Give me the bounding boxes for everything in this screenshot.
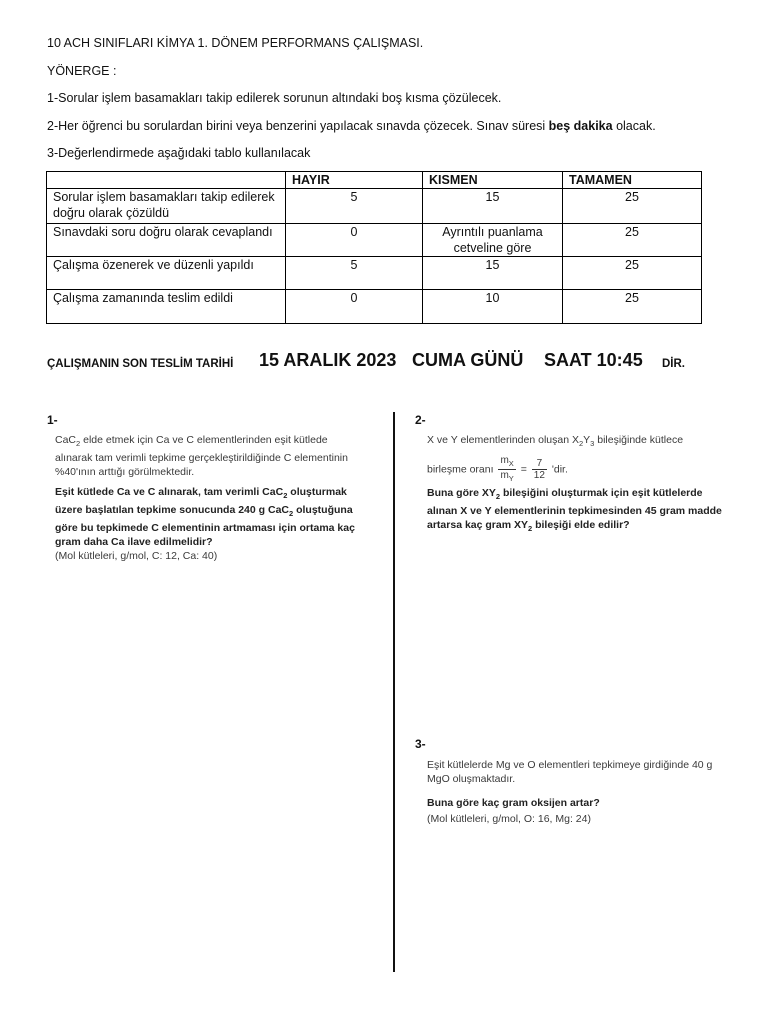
instruction-2-duration: beş dakika xyxy=(548,119,613,133)
instruction-2 xyxy=(47,118,656,134)
q2-prompt-b-sub: 2 xyxy=(527,524,533,533)
q2-intro-mid: Y xyxy=(583,434,591,446)
grading-table-header xyxy=(47,172,702,189)
deadline-suffix: DİR. xyxy=(662,358,685,370)
instruction-2-text-b: olacak. xyxy=(612,119,656,133)
q2-ratio-label: birleşme oranı xyxy=(427,463,494,476)
ratio-num: 7 xyxy=(532,458,547,470)
criterion-cell: Sorular işlem basamakları takip edilerek doğru olarak çözüldü xyxy=(47,189,286,224)
deadline-date: 15 ARALIK 2023 xyxy=(259,350,397,370)
q2-intro-a: X ve Y elementlerinden oluşan X xyxy=(427,434,579,446)
grading-table xyxy=(46,171,702,324)
question-1-intro xyxy=(55,433,361,479)
q2-prompt-a-sub: 2 xyxy=(495,492,501,501)
hayir-cell: 5 xyxy=(286,189,423,224)
criterion-cell: Sınavdaki soru doğru olarak cevaplandı xyxy=(47,224,286,257)
q2-prompt-b: bileşiğini oluşturmak için eşit kütlelerde alınan X ve Y elementlerinin tepkimesinden 45 gram madde artarsa kaç gram XY xyxy=(427,487,722,531)
frac-num-sub: X xyxy=(508,459,514,468)
q2-intro-sub2: 3 xyxy=(590,439,595,448)
q2-ratio-suffix: 'dir. xyxy=(551,463,568,476)
instruction-2-text-a: 2-Her öğrenci bu sorulardan birini veya benzerini yapılacak sınavda çözecek. Sınav süresi xyxy=(47,119,549,133)
deadline-label: ÇALIŞMANIN SON TESLİM TARİHİ xyxy=(47,358,234,370)
question-2-number: 2- xyxy=(415,413,426,427)
deadline-line xyxy=(47,350,747,374)
kismen-cell: Ayrıntılı puanlama cetveline göre xyxy=(423,224,563,257)
question-2 xyxy=(427,433,733,536)
deadline-time: SAAT 10:45 xyxy=(544,350,643,370)
q2-intro-end: bileşiğinde kütlece xyxy=(594,434,684,446)
question-1 xyxy=(55,433,361,563)
hayir-cell: 0 xyxy=(286,290,423,324)
instruction-1: 1-Sorular işlem basamakları takip edilerek sorunun altındaki boş kısma çözülecek. xyxy=(47,91,502,105)
table-row xyxy=(47,257,702,290)
q1-prompt-a-sub: 2 xyxy=(283,491,288,500)
question-3-note: (Mol kütleleri, g/mol, O: 16, Mg: 24) xyxy=(427,813,591,825)
q2-prompt-c: bileşiği elde edilir? xyxy=(532,519,630,531)
question-1-prompt xyxy=(55,485,361,549)
question-1-note: (Mol kütleleri, g/mol, C: 12, Ca: 40) xyxy=(55,550,218,562)
table-row xyxy=(47,189,702,224)
q1-formula-sub: 2 xyxy=(76,439,81,448)
criterion-cell: Çalışma özenerek ve düzenli yapıldı xyxy=(47,257,286,290)
frac-den: m xyxy=(500,470,509,481)
ratio-value-fraction xyxy=(532,458,547,481)
ratio-equals: = xyxy=(520,463,527,476)
tamamen-cell: 25 xyxy=(563,257,702,290)
kismen-cell: 15 xyxy=(423,189,563,224)
q1-prompt-b: oluşturmak üzere başlatılan tepkime sonucunda 240 g CaC xyxy=(55,486,347,516)
question-2-ratio xyxy=(427,455,733,484)
q1-prompt-a: Eşit kütlede Ca ve C alınarak, tam verimli CaC xyxy=(55,486,284,498)
table-row xyxy=(47,224,702,257)
question-2-intro xyxy=(427,433,733,451)
kismen-cell: 15 xyxy=(423,257,563,290)
deadline-day: CUMA GÜNÜ xyxy=(412,350,524,370)
tamamen-cell: 25 xyxy=(563,224,702,257)
grading-col-kismen: KISMEN xyxy=(423,172,563,189)
question-3-prompt: Buna göre kaç gram oksijen artar? xyxy=(427,797,600,809)
worksheet-title: 10 ACH SINIFLARI KİMYA 1. DÖNEM PERFORMANS ÇALIŞMASI. xyxy=(47,36,424,50)
tamamen-cell: 25 xyxy=(563,189,702,224)
grading-col-hayir: HAYIR xyxy=(286,172,423,189)
table-row xyxy=(47,290,702,324)
hayir-cell: 0 xyxy=(286,224,423,257)
grading-col-tamamen: TAMAMEN xyxy=(563,172,702,189)
grading-col-criterion xyxy=(47,172,286,189)
q1-formula: CaC xyxy=(55,434,77,446)
question-3-number: 3- xyxy=(415,737,426,751)
criterion-cell: Çalışma zamanında teslim edildi xyxy=(47,290,286,324)
question-3-intro: Eşit kütlelerde Mg ve O elementleri tepkimeye girdiğinde 40 g MgO oluşmaktadır. xyxy=(427,759,713,785)
instruction-3: 3-Değerlendirmede aşağıdaki tablo kullanılacak xyxy=(47,146,311,160)
q2-prompt-a: Buna göre XY xyxy=(427,487,496,499)
question-1-number: 1- xyxy=(47,413,58,427)
ratio-den: 12 xyxy=(533,470,545,481)
q1-prompt-b-sub: 2 xyxy=(289,509,294,518)
kismen-cell: 10 xyxy=(423,290,563,324)
q2-intro-sub1: 2 xyxy=(578,439,584,448)
column-divider xyxy=(393,412,395,972)
mass-ratio-fraction xyxy=(498,455,515,484)
frac-num: m xyxy=(500,455,509,466)
question-2-prompt xyxy=(427,486,733,536)
q1-intro-text: elde etmek için Ca ve C elementlerinden eşit kütlede alınarak tam verimli tepkime gerçekleştirildiğinde C elementinin %40'ının arttığı görülmektedir. xyxy=(55,434,348,478)
tamamen-cell: 25 xyxy=(563,290,702,324)
question-3 xyxy=(427,758,737,826)
hayir-cell: 5 xyxy=(286,257,423,290)
q1-prompt-c: oluştuğuna göre bu tepkimede C elementinin artmaması için ortama kaç gram daha Ca ilave edilmelidir? xyxy=(55,504,355,548)
instructions-heading: YÖNERGE : xyxy=(47,64,117,78)
frac-den-sub: Y xyxy=(508,474,514,483)
